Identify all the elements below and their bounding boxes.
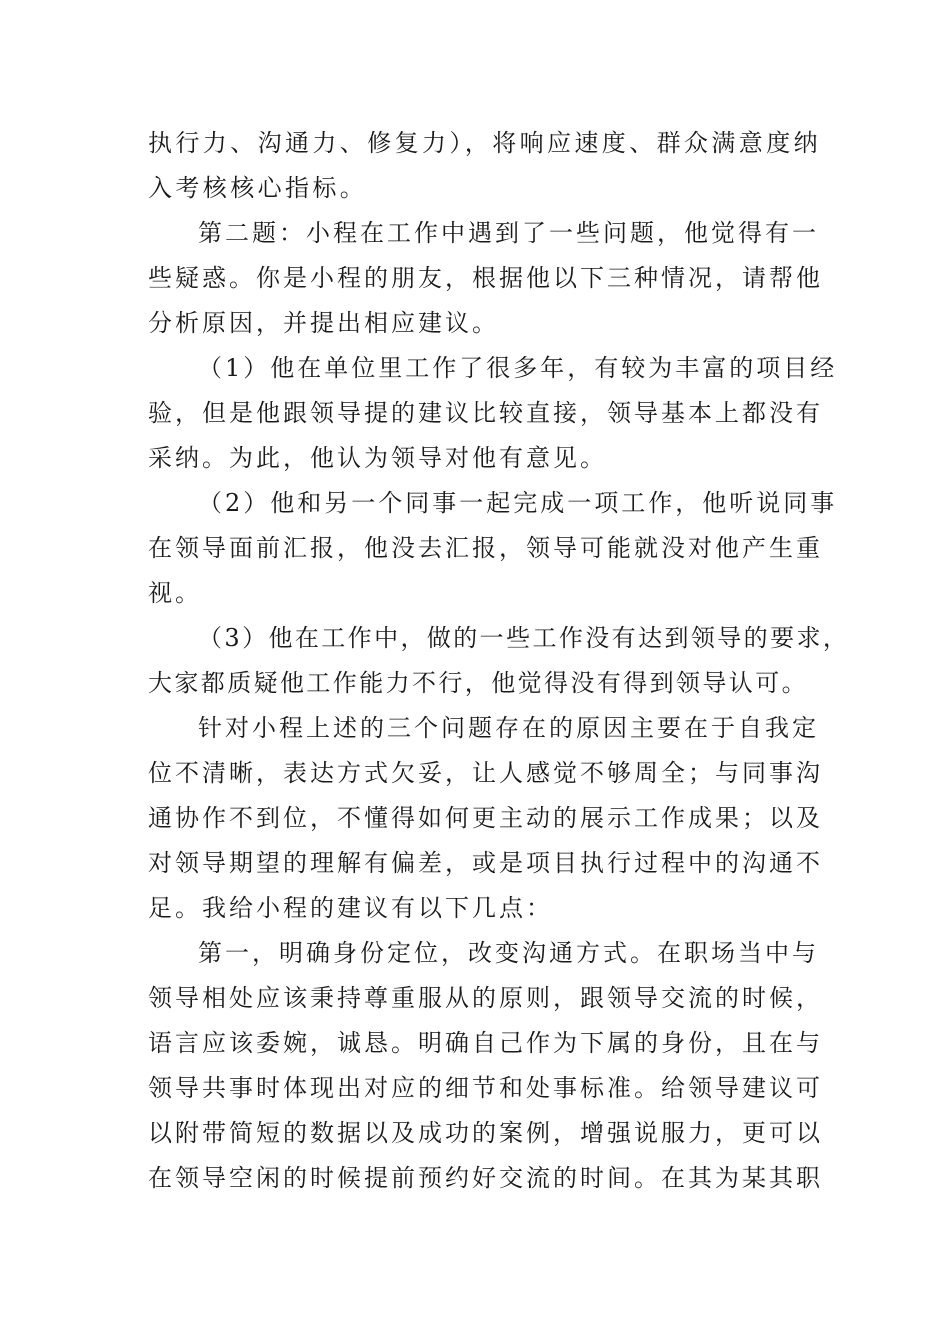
text-line: 语言应该委婉，诚恳。明确自己作为下属的身份，且在与	[148, 1029, 823, 1057]
text-line: 足。我给小程的建议有以下几点：	[148, 894, 553, 922]
text-line: 通协作不到位，不懂得如何更主动的展示工作成果；以及	[148, 804, 823, 832]
text-line: 在领导面前汇报，他没去汇报，领导可能就没对他产生重	[148, 534, 823, 562]
text-line: 视。	[148, 579, 202, 607]
text-line: 采纳。为此，他认为领导对他有意见。	[148, 444, 607, 472]
text-line: 对领导期望的理解有偏差，或是项目执行过程中的沟通不	[148, 849, 823, 877]
text-line: （1）他在单位里工作了很多年，有较为丰富的项目经	[198, 354, 838, 382]
text-line: 入考核核心指标。	[148, 174, 368, 202]
text-line: （2）他和另一个同事一起完成一项工作，他听说同事	[198, 489, 838, 517]
text-line: 针对小程上述的三个问题存在的原因主要在于自我定	[198, 714, 819, 742]
text-line: 分析原因，并提出相应建议。	[148, 309, 499, 337]
text-line: 验，但是他跟领导提的建议比较直接，领导基本上都没有	[148, 399, 823, 427]
text-line: （3）他在工作中，做的一些工作没有达到领导的要求，	[198, 624, 850, 652]
text-line: 执行力、沟通力、修复力），将响应速度、群众满意度纳	[148, 129, 821, 157]
text-line: 领导相处应该秉持尊重服从的原则，跟领导交流的时候，	[148, 984, 823, 1012]
text-line: 第二题：小程在工作中遇到了一些问题，他觉得有一	[198, 219, 819, 247]
text-line: 第一，明确身份定位，改变沟通方式。在职场当中与	[198, 939, 819, 967]
text-line: 领导共事时体现出对应的细节和处事标准。给领导建议可	[148, 1074, 823, 1102]
text-line: 在领导空闲的时候提前预约好交流的时间。在其为某其职	[148, 1164, 823, 1192]
text-line: 些疑惑。你是小程的朋友，根据他以下三种情况，请帮他	[148, 264, 823, 292]
text-line: 位不清晰，表达方式欠妥，让人感觉不够周全；与同事沟	[148, 759, 823, 787]
text-line: 以附带简短的数据以及成功的案例，增强说服力，更可以	[148, 1119, 823, 1147]
text-line: 大家都质疑他工作能力不行，他觉得没有得到领导认可。	[148, 669, 808, 697]
